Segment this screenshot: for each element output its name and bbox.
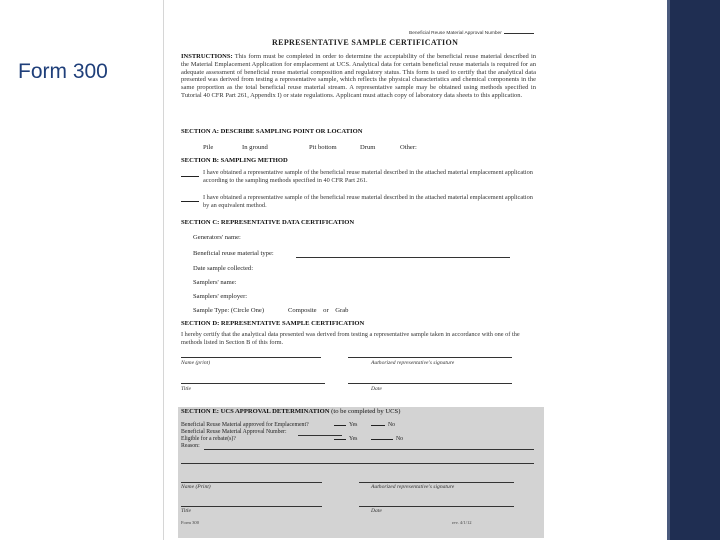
date-caption: Date xyxy=(371,386,382,392)
eligible-yes-label: Yes xyxy=(349,436,358,442)
approved-yes-blank xyxy=(334,425,346,426)
approval-number-blank xyxy=(504,30,534,34)
name-line xyxy=(181,357,321,358)
approval-number-header xyxy=(409,30,534,37)
approved-no-blank xyxy=(371,425,385,426)
side-bar-accent xyxy=(667,0,670,540)
location-option-other: Other: xyxy=(400,144,417,151)
name-caption: Name (print) xyxy=(181,360,211,366)
eligible-yes[interactable] xyxy=(334,436,357,443)
approver-name-caption: Name (Print) xyxy=(181,484,211,490)
section-d-heading: SECTION D: REPRESENTATIVE SAMPLE CERTIFICATION xyxy=(181,320,365,327)
sample-type-label: Sample Type: (Circle One) xyxy=(193,307,265,314)
method-checkbox-2[interactable] xyxy=(181,197,202,205)
approval-number-label: Beneficial Reuse Material Approval Number xyxy=(409,31,502,36)
approval-number-label-e: Beneficial Reuse Material Approval Number: xyxy=(181,429,287,435)
method-option-1: I have obtained a representative sample of the beneficial reuse material described in the attached material emplacement application according to the sampling methods specified in 40 CFR Part 261. xyxy=(203,169,533,184)
eligible-yes-blank xyxy=(334,439,346,440)
approved-label: Beneficial Reuse Material approved for Emplacement? xyxy=(181,422,309,428)
eligible-label: Eligible for a rebate(s)? xyxy=(181,436,236,442)
method-checkbox-1[interactable] xyxy=(181,172,202,180)
slide-divider xyxy=(163,0,164,540)
approved-yes-label: Yes xyxy=(349,422,358,428)
certification-statement: I hereby certify that the analytical data presented was derived from testing a representative sample taken in accordance with one of the methods listed in Section B of this form. xyxy=(181,331,520,346)
approver-signature-caption: Authorized representative's signature xyxy=(371,484,455,490)
slide-title: Form 300 xyxy=(18,60,108,83)
material-type-line xyxy=(296,257,510,258)
instructions-label: INSTRUCTIONS: xyxy=(181,53,233,60)
section-e-title: SECTION E: UCS APPROVAL DETERMINATION xyxy=(181,408,330,415)
reason-label: Reason: xyxy=(181,443,200,449)
location-option-drum: Drum xyxy=(360,144,376,151)
approved-no-label: No xyxy=(388,422,396,428)
approver-date-caption: Date xyxy=(371,508,382,514)
instructions xyxy=(181,53,536,100)
location-option-pit-bottom: Pit bottom xyxy=(309,144,337,151)
location-option-in-ground: In ground xyxy=(242,144,268,151)
title-caption: Title xyxy=(181,386,191,392)
approver-title-line xyxy=(181,506,322,507)
section-e-heading xyxy=(181,408,400,416)
form-document xyxy=(176,26,546,538)
approver-date-line xyxy=(359,506,514,507)
material-type-label: Beneficial reuse material type: xyxy=(193,250,274,257)
generator-name-label: Generators' name: xyxy=(193,234,241,241)
approved-no[interactable] xyxy=(371,422,395,429)
form-title: REPRESENTATIVE SAMPLE CERTIFICATION xyxy=(272,38,459,47)
footer-form-number: Form 300 xyxy=(181,520,199,525)
approver-name-line xyxy=(181,482,322,483)
approver-signature-line xyxy=(359,482,514,483)
signature-line xyxy=(348,357,512,358)
section-a-heading: SECTION A: DESCRIBE SAMPLING POINT OR LOCATION xyxy=(181,128,363,135)
location-option-pile: Pile xyxy=(203,144,214,151)
signature-caption: Authorized representative's signature xyxy=(371,360,455,366)
eligible-no-blank xyxy=(371,439,393,440)
method-option-2: I have obtained a representative sample of the beneficial reuse material described in the attached material emplacement application by an equivalent method. xyxy=(203,194,533,209)
sampler-name-label: Samplers' name: xyxy=(193,279,237,286)
section-b-heading: SECTION B: SAMPLING METHOD xyxy=(181,157,288,164)
footer-revision: rev. 4/1/12 xyxy=(452,520,472,525)
title-line xyxy=(181,383,325,384)
slide-side-bar xyxy=(667,0,720,540)
section-e-note: (to be completed by UCS) xyxy=(331,408,401,415)
approver-title-caption: Title xyxy=(181,508,191,514)
sampler-employer-label: Samplers' employer: xyxy=(193,293,248,300)
section-c-heading: SECTION C: REPRESENTATIVE DATA CERTIFICATION xyxy=(181,219,355,226)
reason-line-1 xyxy=(204,449,534,450)
date-line xyxy=(348,383,512,384)
sample-type-options[interactable]: Composite or Grab xyxy=(288,307,349,314)
eligible-no[interactable] xyxy=(371,436,403,443)
eligible-no-label: No xyxy=(396,436,404,442)
instructions-text: This form must be completed in order to determine the acceptability of the beneficial reuse material described in the Material Emplacement Application for emplacement at UCS. Analytical data for certain beneficial reuse materials is required for an adequate assessment of beneficial reuse material composition and regulatory status. This form is used to certify that the analytical data presented was derived from testing a representative sample, which reflects the physical characteristics and chemical components in the same proportion as the total beneficial reuse material stream. A representative sample may be obtained using methods specified in Tutorial 40 CFR Part 261, Appendix I) or state regulations. Applicant must attach copy of laboratory data sheets to this application. xyxy=(181,53,536,99)
date-collected-label: Date sample collected: xyxy=(193,265,254,272)
method-blank-2 xyxy=(181,201,199,202)
approved-yes[interactable] xyxy=(334,422,357,429)
reason-line-2 xyxy=(181,463,534,464)
method-blank-1 xyxy=(181,176,199,177)
